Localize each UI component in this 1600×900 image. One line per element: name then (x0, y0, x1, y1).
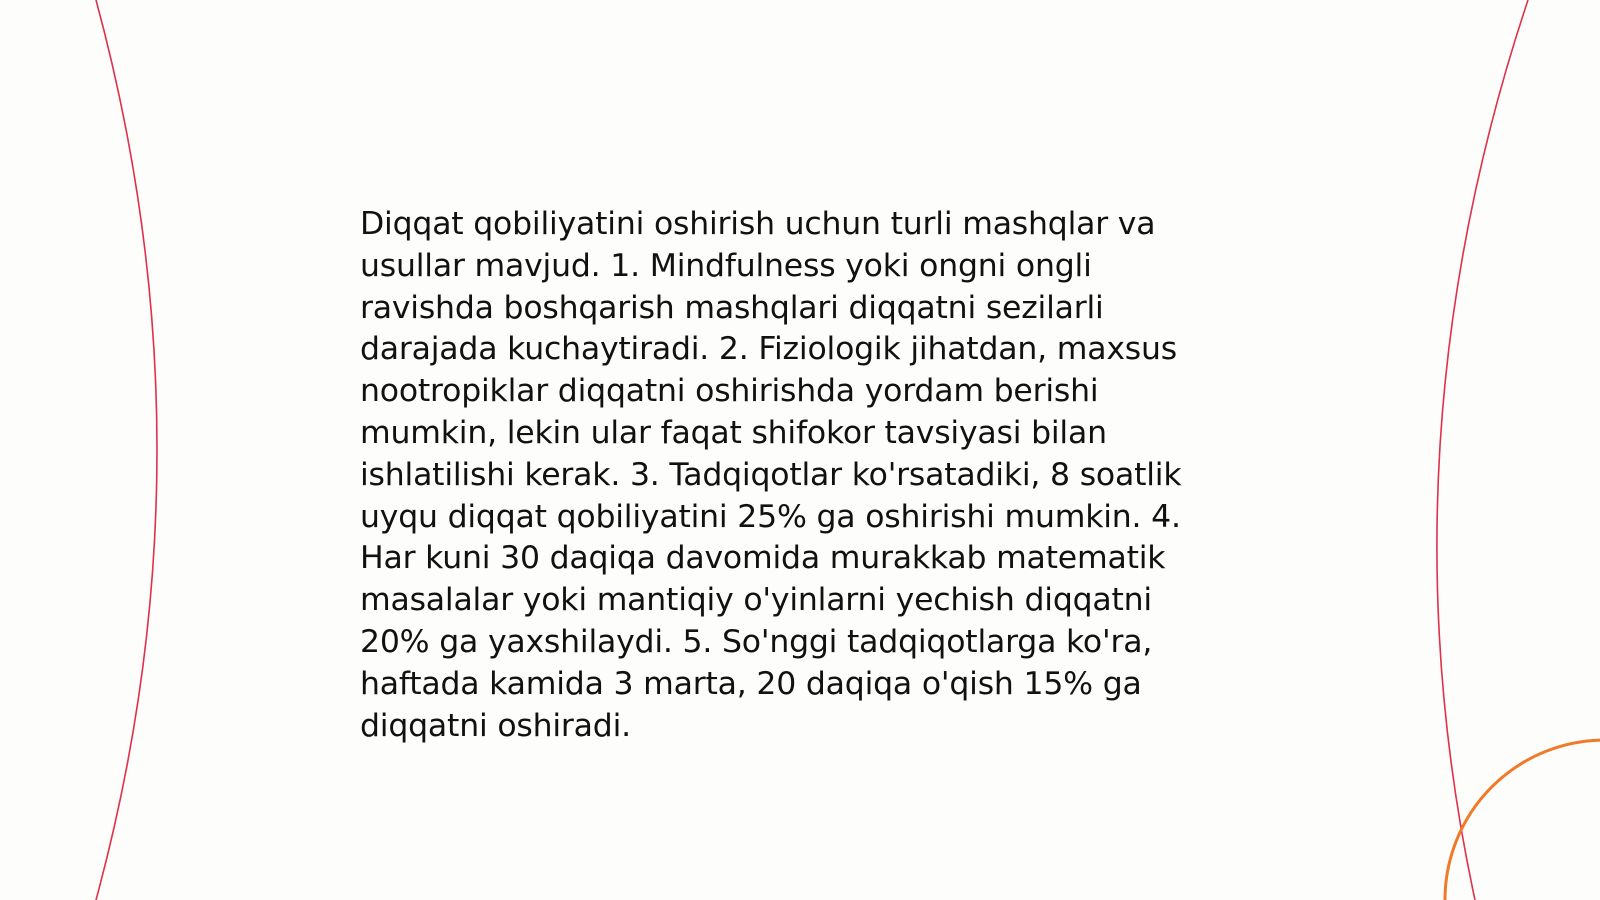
right-curve-line (1437, 0, 1528, 900)
left-curve-line (96, 0, 157, 900)
body-text: Diqqat qobiliyatini oshirish uchun turli mashqlar va usullar mavjud. 1. Mindfulness yoki ongni ongli ravishda boshqarish mashqlari diqqatni sezilarli darajada kuchaytiradi. 2. Fiziologik jihatdan, maxsus nootropiklar diqqatni oshirishda yordam berishi mumkin, lekin ular faqat shifokor tavsiyasi bilan ishlatilishi kerak. 3. Tadqiqotlar ko'rsatadiki, 8 soatlik uyqu diqqat qobiliyatini 25% ga oshirishi mumkin. 4. Har kuni 30 daqiqa davomida murakkab matematik masalalar yoki mantiqiy o'yinlarni yechish diqqatni 20% ga yaxshilaydi. 5. So'nggi tadqiqotlarga ko'ra, haftada kamida 3 marta, 20 daqiqa o'qish 15% ga diqqatni oshiradi. (360, 206, 1182, 744)
orange-accent-circle (1445, 740, 1600, 900)
